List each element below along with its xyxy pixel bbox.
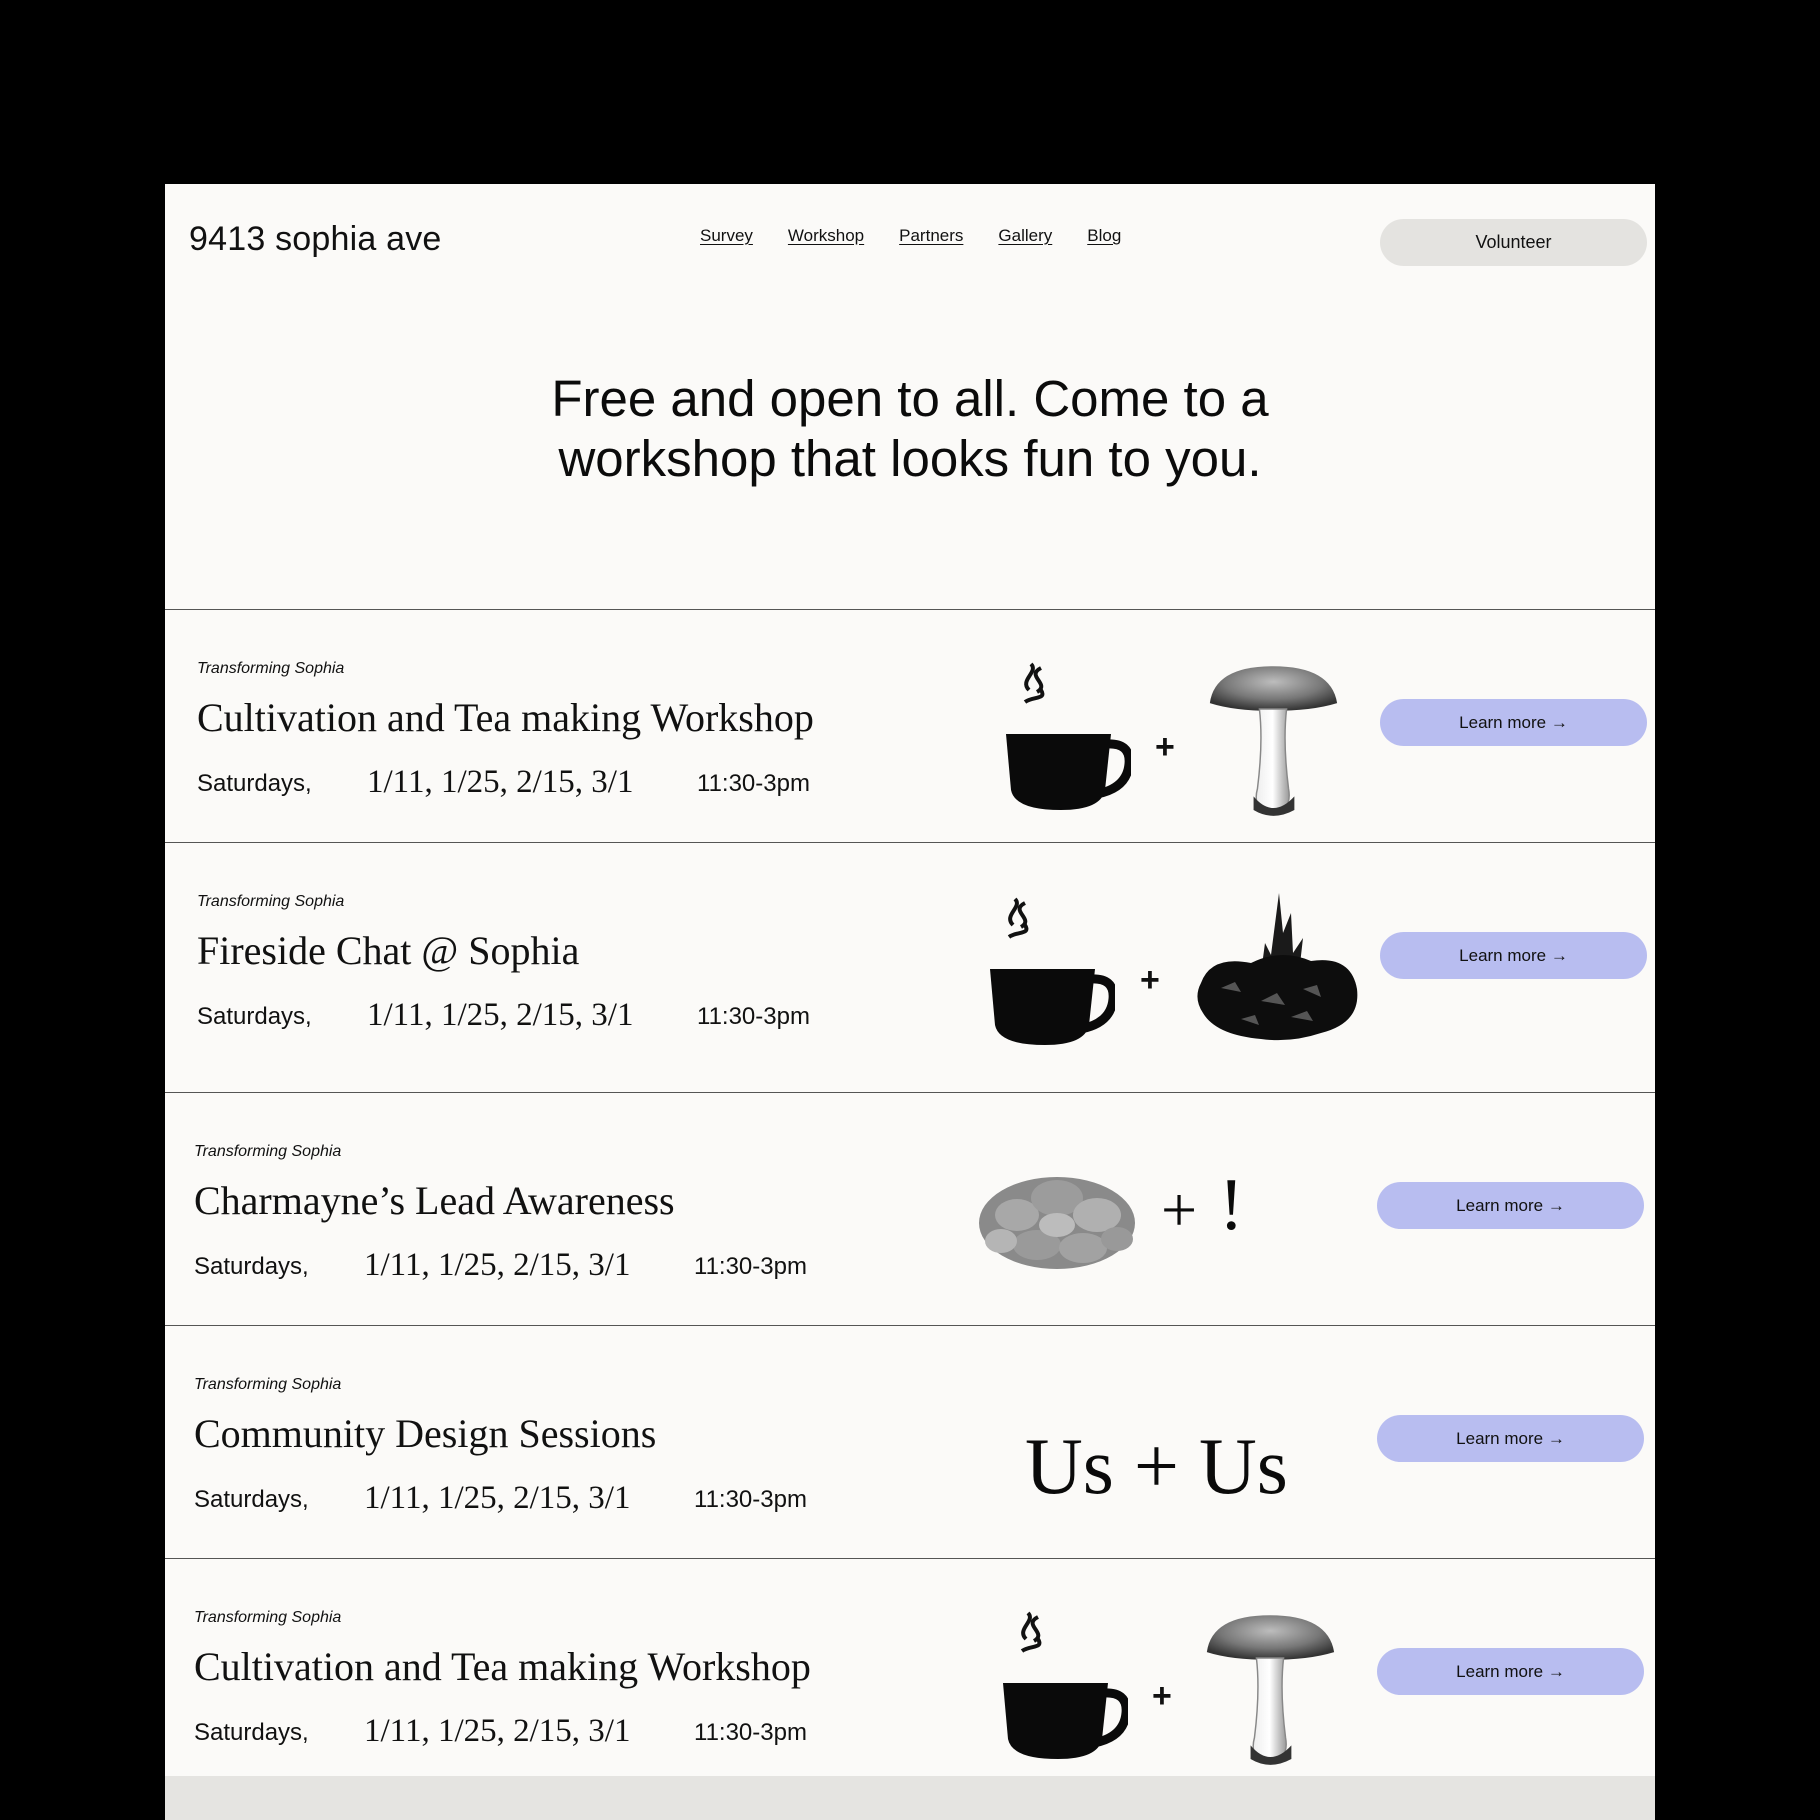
volunteer-button[interactable]: Volunteer bbox=[1380, 219, 1647, 266]
page bbox=[165, 184, 1655, 1820]
learn-more-button[interactable]: Learn more → bbox=[1377, 1415, 1644, 1462]
plus-text: + bbox=[1161, 1174, 1198, 1245]
lead-rocks-icon bbox=[977, 1153, 1137, 1273]
mushroom-icon bbox=[1205, 664, 1341, 820]
campfire-icon bbox=[1191, 893, 1361, 1043]
workshop-eyebrow: Transforming Sophia bbox=[194, 1143, 342, 1160]
workshop-dates: 1/11, 1/25, 2/15, 3/1 bbox=[367, 764, 634, 800]
workshop-row bbox=[165, 1559, 1655, 1777]
learn-more-button[interactable]: Learn more → bbox=[1377, 1648, 1644, 1695]
nav-workshop[interactable]: Workshop bbox=[787, 226, 865, 245]
learn-more-button[interactable]: Learn more → bbox=[1380, 932, 1647, 979]
learn-more-button[interactable]: Learn more → bbox=[1380, 699, 1647, 746]
workshop-day: Saturdays, bbox=[197, 770, 312, 797]
tea-cup-icon bbox=[998, 1611, 1128, 1761]
workshop-day: Saturdays, bbox=[194, 1719, 309, 1746]
hero-line-1: Free and open to all. Come to a bbox=[551, 370, 1269, 427]
workshop-eyebrow: Transforming Sophia bbox=[194, 1609, 342, 1626]
nav-survey[interactable]: Survey bbox=[700, 226, 753, 245]
mushroom-icon bbox=[1202, 1613, 1338, 1769]
plus-icon: + bbox=[1155, 728, 1175, 766]
workshop-time: 11:30-3pm bbox=[694, 1719, 807, 1746]
workshop-row bbox=[165, 1093, 1655, 1326]
workshop-dates: 1/11, 1/25, 2/15, 3/1 bbox=[367, 997, 634, 1033]
nav-gallery[interactable]: Gallery bbox=[998, 226, 1053, 245]
workshop-dates: 1/11, 1/25, 2/15, 3/1 bbox=[364, 1480, 631, 1516]
workshop-time: 11:30-3pm bbox=[697, 1003, 810, 1030]
workshop-eyebrow: Transforming Sophia bbox=[194, 1376, 342, 1393]
learn-more-button[interactable]: Learn more → bbox=[1377, 1182, 1644, 1229]
workshop-list bbox=[165, 610, 1655, 1777]
workshop-dates: 1/11, 1/25, 2/15, 3/1 bbox=[364, 1713, 631, 1749]
workshop-eyebrow: Transforming Sophia bbox=[197, 660, 345, 677]
plus-icon: + bbox=[1152, 1677, 1172, 1715]
workshop-day: Saturdays, bbox=[194, 1486, 309, 1513]
workshop-time: 11:30-3pm bbox=[694, 1253, 807, 1280]
workshop-row bbox=[165, 1326, 1655, 1559]
workshop-title: Community Design Sessions bbox=[194, 1411, 657, 1456]
nav-blog[interactable]: Blog bbox=[1087, 226, 1122, 245]
workshop-row bbox=[165, 843, 1655, 1093]
workshop-title: Fireside Chat @ Sophia bbox=[197, 928, 580, 973]
site-brand[interactable]: 9413 sophia ave bbox=[189, 220, 442, 258]
footer-band bbox=[165, 1776, 1655, 1820]
us-plus-us-text: Us + Us bbox=[1025, 1423, 1288, 1511]
workshop-row bbox=[165, 610, 1655, 843]
workshop-time: 11:30-3pm bbox=[694, 1486, 807, 1513]
workshop-eyebrow: Transforming Sophia bbox=[197, 893, 345, 910]
plus-icon: + bbox=[1140, 961, 1160, 999]
exclamation-text: ! bbox=[1219, 1164, 1244, 1246]
workshop-day: Saturdays, bbox=[197, 1003, 312, 1030]
workshop-title: Cultivation and Tea making Workshop bbox=[197, 695, 814, 740]
workshop-dates: 1/11, 1/25, 2/15, 3/1 bbox=[364, 1247, 631, 1283]
nav-partners[interactable]: Partners bbox=[899, 226, 964, 245]
main-nav bbox=[700, 226, 1121, 246]
workshop-time: 11:30-3pm bbox=[697, 770, 810, 797]
workshop-title: Cultivation and Tea making Workshop bbox=[194, 1644, 811, 1689]
tea-cup-icon bbox=[985, 897, 1115, 1047]
hero-line-2: workshop that looks fun to you. bbox=[558, 430, 1262, 487]
hero-heading bbox=[165, 369, 1655, 489]
tea-cup-icon bbox=[1001, 662, 1131, 812]
workshop-title: Charmayne’s Lead Awareness bbox=[194, 1178, 675, 1223]
workshop-day: Saturdays, bbox=[194, 1253, 309, 1280]
